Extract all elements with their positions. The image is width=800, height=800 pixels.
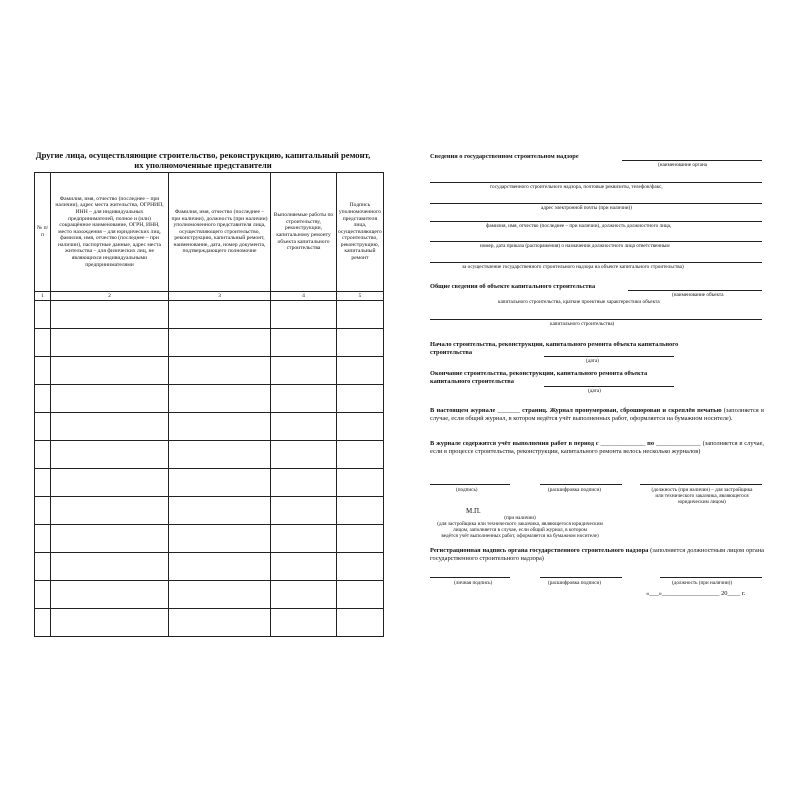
column-number: 1: [35, 292, 51, 301]
caption-org-name: (наименование органа: [658, 162, 708, 168]
table-row: [35, 525, 384, 553]
caption-org-details: государственного строительного надзора, почтовые реквизиты, телефон/факс,: [490, 184, 663, 190]
supervision-label: Сведения о государственном строительном надзоре: [430, 153, 579, 160]
column-number: 5: [337, 292, 384, 301]
caption-official: фамилия, имя, отчество (последнее – при наличии), должность должностного лица,: [486, 223, 672, 229]
header-person-info: Фамилия, имя, отчество (последнее – при наличии), адрес места жительства, ОГРНИП, ИНН – для индивидуальных предпринимателей, полное и (или) сокращённое наименование, ОГРН, ИНН, место нахождения – для юридических лиц, фамилия, имя, отчество (последнее – при наличии), паспортные данные, адрес места жительства – для физических лиц, не являющихся индивидуальными предпринимателями: [51, 173, 169, 292]
caption-email: адрес электронной почты (при наличии)): [541, 205, 632, 211]
period-from-blank: ______________: [600, 440, 646, 447]
caption-signature: (подпись): [456, 487, 478, 493]
fill-line: [430, 241, 762, 242]
header-representative: Фамилия, имя, отчество (последнее – при наличии), должность (при наличии) уполномоченного представителя лица, осуществляющего строительство, реконструкцию, капитальный ремонт, наименование, дата, номер документа, подтверждающего полномочие: [169, 173, 271, 292]
caption-position: (должность (при наличии) – для застройщика или технического заказчика, являющегося юридическим лицом): [651, 487, 753, 505]
table-row: [35, 329, 384, 357]
fill-line: [430, 262, 762, 263]
journal-text-note: (заполняется в случае, если общий журнал, в котором ведётся учёт выполненных работ, оформляется на бумажном носителе).: [430, 407, 764, 422]
journal-text-bold2: страниц. Журнал пронумерован, сброшюрован и скреплён печатью: [522, 407, 722, 414]
table-row: [35, 497, 384, 525]
table-row: [35, 441, 384, 469]
caption-start-date: (дата): [586, 358, 599, 364]
journal-pages-statement: [430, 407, 764, 423]
registration-text-bold: Регистрационная надпись органа государственного строительного надзора: [430, 547, 649, 554]
signature-decode-line: [540, 484, 622, 485]
fill-line: [430, 221, 762, 222]
registration-statement: [430, 547, 764, 563]
table-row: [35, 553, 384, 581]
table-row: [35, 301, 384, 329]
table-row: [35, 413, 384, 441]
table-row: [35, 609, 384, 637]
personal-signature-line: [430, 577, 510, 578]
column-number: 3: [169, 292, 271, 301]
fill-line: [430, 319, 762, 320]
caption-end-date: (дата): [588, 388, 601, 394]
fill-line: [544, 386, 674, 387]
journal-text-bold1: В настоящем журнале: [430, 407, 496, 414]
general-info-label: Общие сведения об объекте капитального строительства: [430, 283, 596, 290]
header-number: № п/п: [35, 173, 51, 292]
stamp-label: М.П.: [466, 507, 481, 515]
stamp-note: (при наличии) (для застройщика или технического заказчика, являющегося юридическим лицом, заполняется в случае, если общий журнал, в котором ведётся учёт выполненных работ, оформляется на бумажном носителе): [437, 515, 603, 539]
period-text-note: (заполняется в случае, если в процессе строительства, реконструкции, капитального ремонта велось несколько журналов): [430, 440, 765, 455]
start-label: Начало строительства, реконструкции, капитального ремонта объекта капитального строительства: [430, 341, 679, 356]
end-label: Окончание строительства, реконструкции, капитального ремонта объекта капитального строительства: [430, 370, 648, 385]
fill-line: [622, 160, 762, 161]
caption-personal-signature: (личная подпись): [454, 580, 493, 586]
fill-line: [430, 203, 762, 204]
signature-line: [430, 484, 510, 485]
journal-pages-blank: _______: [497, 407, 520, 414]
caption-responsible: за осуществление государственного строительного надзора на объекте капитального строительства): [462, 264, 684, 270]
period-to-bold: по: [647, 440, 655, 447]
column-number: 2: [51, 292, 169, 301]
position-line: [660, 577, 762, 578]
left-page-title: Другие лица, осуществляющие строительство, реконструкцию, капитальный ремонт, их уполномоченные представители: [35, 150, 371, 170]
caption-position: (должность (при наличии)): [672, 580, 733, 586]
table-row: [35, 581, 384, 609]
signature-decode-line: [540, 577, 622, 578]
journal-period-statement: [430, 440, 764, 456]
fill-line: [628, 290, 762, 291]
date-line: «___»__________________ 20____ г.: [646, 590, 746, 597]
table-row: [35, 469, 384, 497]
period-to-blank: ______________: [655, 440, 701, 447]
period-text-bold: В журнале содержится учёт выполнения работ в период с: [430, 440, 599, 447]
caption-order: номер, дата приказа (распоряжения) о назначении должностного лица ответственным: [480, 243, 670, 249]
caption-object-name: (наименование объекта: [672, 292, 724, 298]
fill-line: [544, 356, 674, 357]
table-row: [35, 385, 384, 413]
caption-object-end: капитального строительства): [550, 321, 615, 327]
position-line: [640, 484, 762, 485]
registration-text-note: (заполняется должностным лицом органа государственного строительного надзора): [430, 547, 765, 562]
representatives-table: [34, 172, 384, 637]
caption-signature-decode: (расшифровка подписи): [548, 487, 601, 493]
header-signature: Подпись уполномоченного представителя лица, осуществляющего строительство, реконструкцию, капитальный ремонт: [337, 173, 384, 292]
caption-signature-decode: (расшифровка подписи): [548, 580, 601, 586]
column-number: 4: [271, 292, 337, 301]
header-works: Выполняемые работы по строительству, реконструкции, капитальному ремонту объекта капитального строительства: [271, 173, 337, 292]
right-page: [400, 0, 800, 800]
caption-object-desc: капитального строительства, краткие проектные характеристики объекта: [498, 299, 660, 305]
table-row: [35, 357, 384, 385]
fill-line: [430, 182, 762, 183]
